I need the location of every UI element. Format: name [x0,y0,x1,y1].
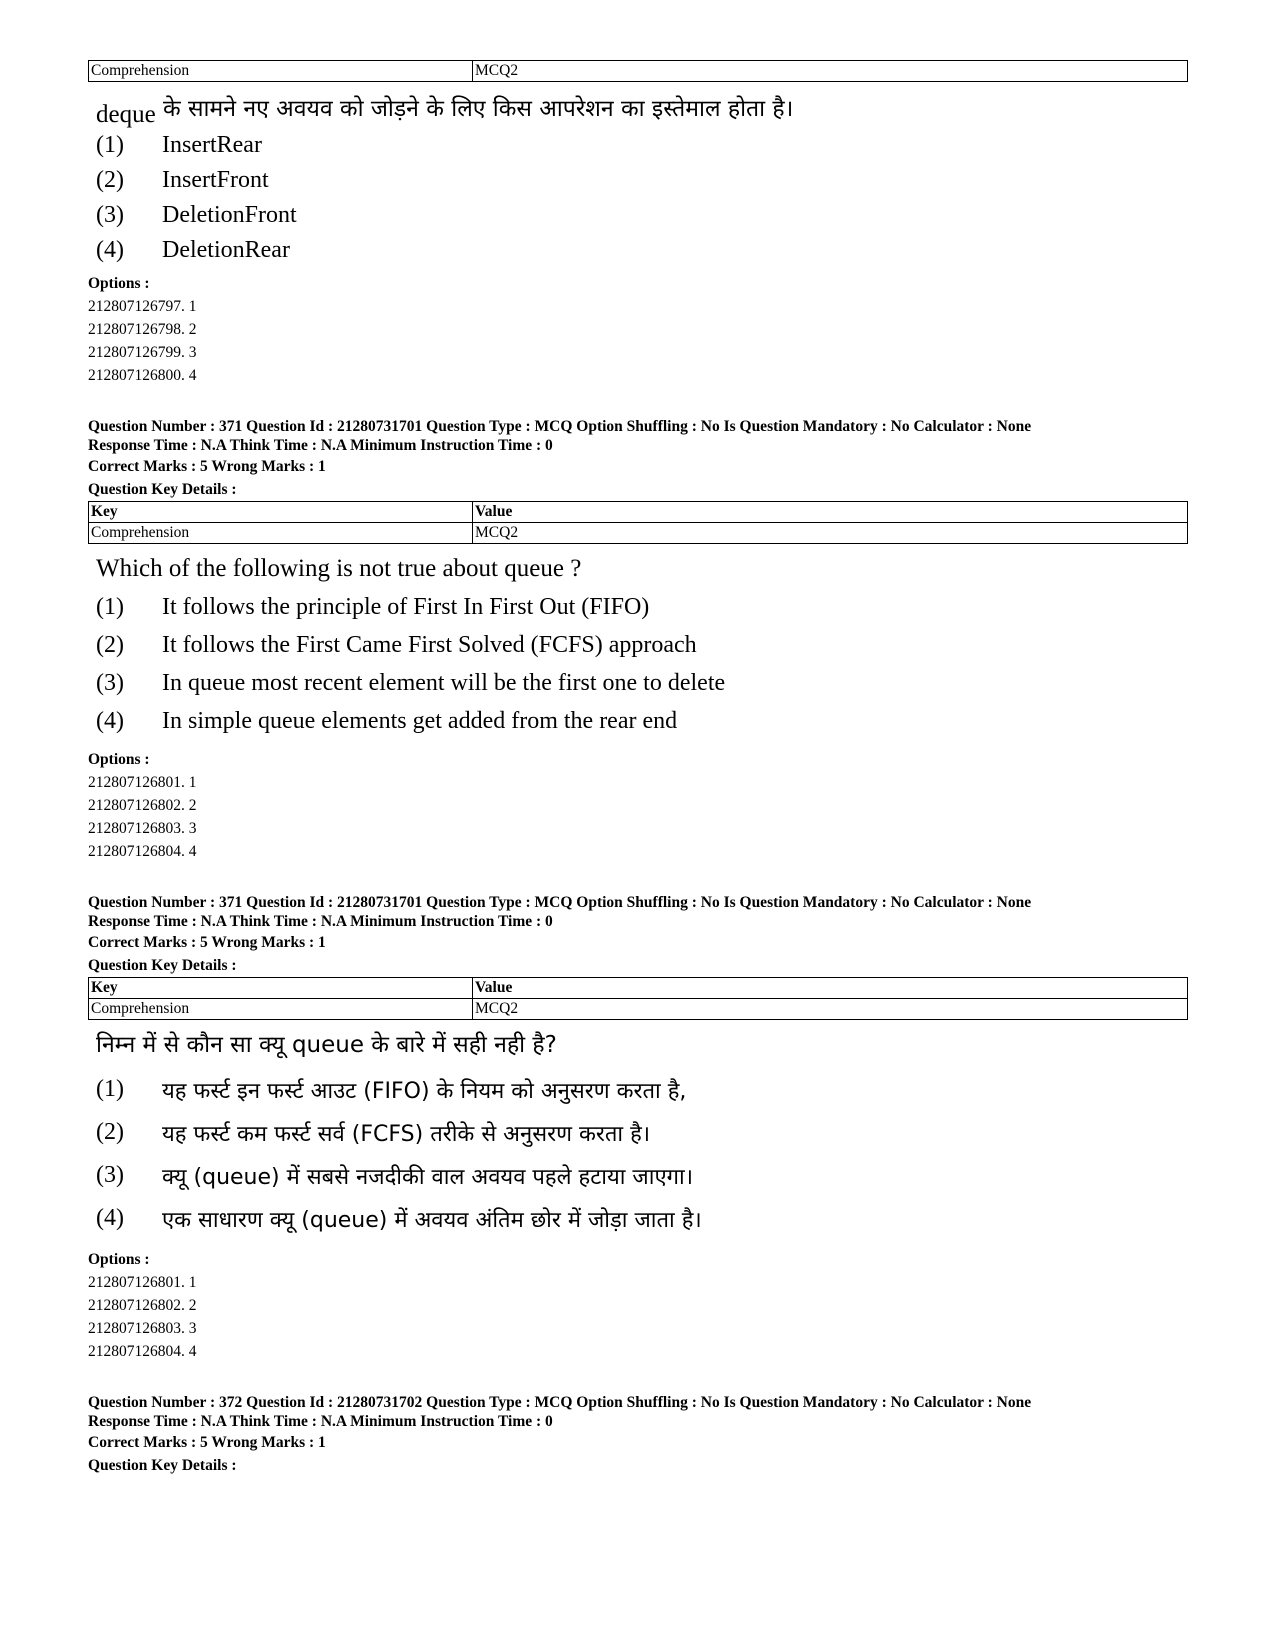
question-meta-line2: Response Time : N.A Think Time : N.A Minimum Instruction Time : 0 [88,1413,553,1430]
option-id: 212807126799. 3 [88,344,197,361]
options-section [88,748,1188,863]
options-section [88,1248,1188,1363]
table-row [89,61,1188,82]
choice-4 [96,1197,1188,1240]
choice-text: InsertFront [162,167,269,193]
options-label: Options : [88,275,150,292]
question-meta-line1: Question Number : 372 Question Id : 21280731702 Question Type : MCQ Option Shuffling : No Is Question Mandatory : No Calculator : None [88,1394,1032,1411]
choice-2 [96,626,1188,664]
choice-1 [96,1068,1188,1111]
option-id: 212807126803. 3 [88,1320,197,1337]
table-header-value: Value [473,978,1188,999]
choice-text: It follows the First Came First Solved (FCFS) approach [162,631,697,658]
table-header-key: Key [89,502,473,523]
key-details-table [88,60,1188,82]
key-details-label: Question Key Details : [88,957,237,974]
options-section [88,272,1188,387]
document-page [88,60,1188,1477]
question-block [88,1393,1188,1477]
question-image [96,92,1188,262]
table-cell-value: MCQ2 [473,523,1188,544]
choice-text: It follows the principle of First In First Out (FIFO) [162,593,650,620]
choice-number: (2) [96,1119,124,1145]
choice-number: (2) [96,167,124,193]
choice-number: (1) [96,593,124,620]
question-prefix: deque [96,101,156,128]
choice-1 [96,588,1188,626]
question-body: के सामने नए अवयव को जोड़ने के लिए किस आपरेशन का इस्तेमाल होता है। [163,96,794,122]
choice-2 [96,163,1188,198]
question-meta-line2: Response Time : N.A Think Time : N.A Minimum Instruction Time : 0 [88,913,553,930]
choice-number: (3) [96,202,124,228]
options-label: Options : [88,751,150,768]
choice-number: (4) [96,1205,124,1231]
choice-text: DeletionRear [162,237,290,263]
key-details-table [88,977,1188,1020]
choice-3 [96,1154,1188,1197]
table-row [89,999,1188,1020]
choice-number: (2) [96,631,124,658]
table-header-row [89,978,1188,999]
table-header-value: Value [473,502,1188,523]
table-header-key: Key [89,978,473,999]
question-meta-line1: Question Number : 371 Question Id : 21280731701 Question Type : MCQ Option Shuffling : No Is Question Mandatory : No Calculator : None [88,894,1032,911]
table-cell-value: MCQ2 [473,61,1188,82]
table-cell-value: MCQ2 [473,999,1188,1020]
key-details-table [88,501,1188,544]
marks-line: Correct Marks : 5 Wrong Marks : 1 [88,1434,326,1451]
option-id: 212807126800. 4 [88,367,197,384]
table-cell-key: Comprehension [89,61,473,82]
question-text: Which of the following is not true about queue ? [96,555,582,582]
choice-number: (4) [96,237,124,263]
key-details-label: Question Key Details : [88,1457,237,1474]
choice-text: यह फर्स्ट कम फर्स्ट सर्व (FCFS) तरीके से अनुसरण करता है। [162,1121,651,1147]
choice-text: In simple queue elements get added from the rear end [162,707,678,734]
choice-number: (4) [96,707,124,734]
option-id: 212807126798. 2 [88,321,197,338]
choice-1 [96,128,1188,163]
choice-number: (3) [96,669,124,696]
choice-number: (1) [96,132,124,158]
question-meta-line1: Question Number : 371 Question Id : 21280731701 Question Type : MCQ Option Shuffling : No Is Question Mandatory : No Calculator : None [88,418,1032,435]
choice-3 [96,198,1188,233]
option-id: 212807126803. 3 [88,820,197,837]
choice-number: (3) [96,1162,124,1188]
choice-text: DeletionFront [162,202,297,228]
marks-line: Correct Marks : 5 Wrong Marks : 1 [88,458,326,475]
option-id: 212807126804. 4 [88,843,197,860]
choice-text: क्यू (queue) में सबसे नजदीकी वाल अवयव पहले हटाया जाएगा। [162,1164,694,1190]
question-image [96,1028,1188,1238]
question-image [96,552,1188,738]
choice-2 [96,1111,1188,1154]
choice-text: InsertRear [162,132,262,158]
choice-text: यह फर्स्ट इन फर्स्ट आउट (FIFO) के नियम को अनुसरण करता है, [162,1078,687,1104]
option-id: 212807126802. 2 [88,1297,197,1314]
question-block [88,893,1188,1363]
option-id: 212807126801. 1 [88,774,197,791]
option-id: 212807126797. 1 [88,298,197,315]
table-header-row [89,502,1188,523]
option-id: 212807126804. 4 [88,1343,197,1360]
option-id: 212807126802. 2 [88,797,197,814]
choice-3 [96,664,1188,702]
question-text [96,92,1188,126]
choice-number: (1) [96,1076,124,1102]
question-block [88,417,1188,863]
table-cell-key: Comprehension [89,999,473,1020]
table-cell-key: Comprehension [89,523,473,544]
choice-4 [96,233,1188,268]
choice-text: एक साधारण क्यू (queue) में अवयव अंतिम छोर में जोड़ा जाता है। [162,1207,702,1233]
question-text: निम्न में से कौन सा क्यू queue के बारे में सही नही है? [96,1032,557,1058]
choice-4 [96,702,1188,740]
option-id: 212807126801. 1 [88,1274,197,1291]
table-row [89,523,1188,544]
choice-text: In queue most recent element will be the first one to delete [162,669,726,696]
key-details-label: Question Key Details : [88,481,237,498]
options-label: Options : [88,1251,150,1268]
question-meta-line2: Response Time : N.A Think Time : N.A Minimum Instruction Time : 0 [88,437,553,454]
marks-line: Correct Marks : 5 Wrong Marks : 1 [88,934,326,951]
